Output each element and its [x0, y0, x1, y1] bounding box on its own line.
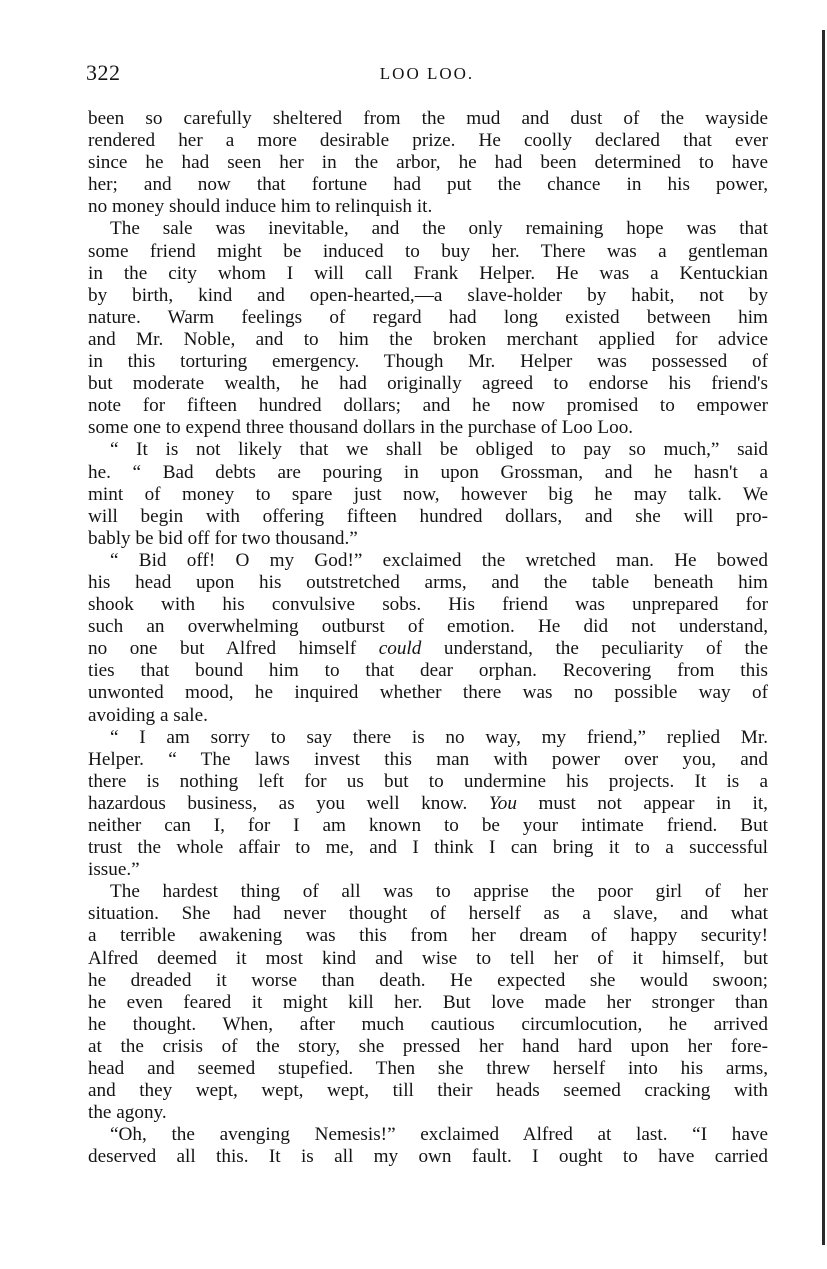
- text-line: he. “ Bad debts are pouring in upon Grossman, and he hasn't a: [88, 461, 768, 483]
- text-line: situation. She had never thought of herself as a slave, and what: [88, 903, 768, 925]
- text-line: shook with his convulsive sobs. His friend was unprepared for: [88, 594, 768, 616]
- emphasis: You: [488, 792, 517, 814]
- text-line: “ Bid off! O my God!” exclaimed the wretched man. He bowed: [110, 549, 768, 571]
- text-line: and Mr. Noble, and to him the broken merchant applied for advice: [88, 328, 768, 350]
- text-line: he even feared it might kill her. But love made her stronger than: [88, 991, 768, 1013]
- text-line: avoiding a sale.: [88, 704, 208, 726]
- text-line: neither can I, for I am known to be your intimate friend. But: [88, 815, 768, 836]
- text-line: unwonted mood, he inquired whether there was no possible way of: [88, 682, 768, 704]
- text-line: head and seemed stupefied. Then she threw herself into his arms,: [88, 1058, 768, 1080]
- paragraph: [88, 218, 768, 439]
- text-line: there is nothing left for us but to undermine his projects. It is a: [88, 770, 768, 792]
- paragraph: [88, 550, 768, 727]
- paragraph: [88, 881, 768, 1124]
- text-line: in this torturing emergency. Though Mr. Helper was possessed of: [88, 351, 768, 373]
- text-line: at the crisis of the story, she pressed her hand hard upon her fore-: [88, 1035, 768, 1057]
- emphasis: could: [378, 638, 422, 660]
- text-line: The sale was inevitable, and the only remaining hope was that: [110, 218, 768, 240]
- text-line: since he had seen her in the arbor, he had been determined to have: [88, 152, 768, 174]
- text-line: a terrible awakening was this from her dream of happy security!: [88, 925, 768, 947]
- text-line: will begin with offering fifteen hundred dollars, and she will pro-: [88, 505, 768, 527]
- page-number: 322: [86, 60, 121, 85]
- text-line: but moderate wealth, he had originally agreed to endorse his friend's: [88, 373, 768, 395]
- body-text: [88, 108, 768, 1169]
- text-line: “Oh, the avenging Nemesis!” exclaimed Alfred at last. “I have: [110, 1124, 768, 1146]
- text-line: bably be bid off for two thousand.”: [88, 527, 358, 549]
- text-line: deserved all this. It is all my own fault. I ought to have carried: [88, 1146, 768, 1168]
- paragraph: [88, 1124, 768, 1168]
- text-line: note for fifteen hundred dollars; and he now promised to empower: [88, 395, 768, 417]
- text-line: nature. Warm feelings of regard had long existed between him: [88, 306, 768, 328]
- page-edge-line: [822, 30, 825, 1245]
- text-line: and they wept, wept, wept, till their heads seemed cracking with: [88, 1080, 768, 1102]
- page-header: [86, 60, 768, 90]
- text-line: no one but Alfred himself could understand, the peculiarity of the: [88, 638, 768, 660]
- text-line: he dreaded it worse than death. He expected she would swoon;: [88, 969, 768, 991]
- text-line: The hardest thing of all was to apprise the poor girl of her: [110, 881, 768, 903]
- paragraph: [88, 108, 768, 218]
- text-line: some one to expend three thousand dollars in the purchase of Loo Loo.: [88, 417, 634, 439]
- text-line: in the city whom I will call Frank Helper. He was a Kentuckian: [88, 262, 768, 284]
- text-line: such an overwhelming outburst of emotion. He did not understand,: [88, 616, 768, 638]
- running-head: LOO LOO.: [379, 64, 475, 83]
- text-line: rendered her a more desirable prize. He coolly declared that ever: [88, 130, 768, 152]
- text-line: “ It is not likely that we shall be obliged to pay so much,” said: [110, 439, 768, 461]
- text-line: issue.”: [88, 859, 140, 881]
- text-line: mint of money to spare just now, however big he may talk. We: [88, 483, 768, 505]
- text-line: Alfred deemed it most kind and wise to tell her of it himself, but: [88, 947, 768, 969]
- text-line: Helper. “ The laws invest this man with power over you, and: [88, 748, 768, 770]
- paragraph: [88, 727, 768, 882]
- text-line: ties that bound him to that dear orphan. Recovering from this: [88, 660, 768, 682]
- text-line: no money should induce him to relinquish it.: [88, 196, 433, 218]
- text-line: her; and now that fortune had put the chance in his power,: [88, 174, 768, 196]
- text-line: the agony.: [88, 1102, 167, 1124]
- text-line: by birth, kind and open-hearted,—a slave-holder by habit, not by: [88, 284, 768, 306]
- text-line: hazardous business, as you well know. You must not appear in it,: [88, 792, 768, 814]
- text-line: “ I am sorry to say there is no way, my friend,” replied Mr.: [110, 726, 768, 748]
- text-line: his head upon his outstretched arms, and the table beneath him: [88, 571, 768, 593]
- text-line: trust the whole affair to me, and I think I can bring it to a successful: [88, 837, 768, 859]
- text-line: been so carefully sheltered from the mud and dust of the wayside: [88, 108, 768, 129]
- text-line: he thought. When, after much cautious circumlocution, he arrived: [88, 1013, 768, 1035]
- paragraph: [88, 439, 768, 549]
- text-line: some friend might be induced to buy her. There was a gentleman: [88, 240, 768, 262]
